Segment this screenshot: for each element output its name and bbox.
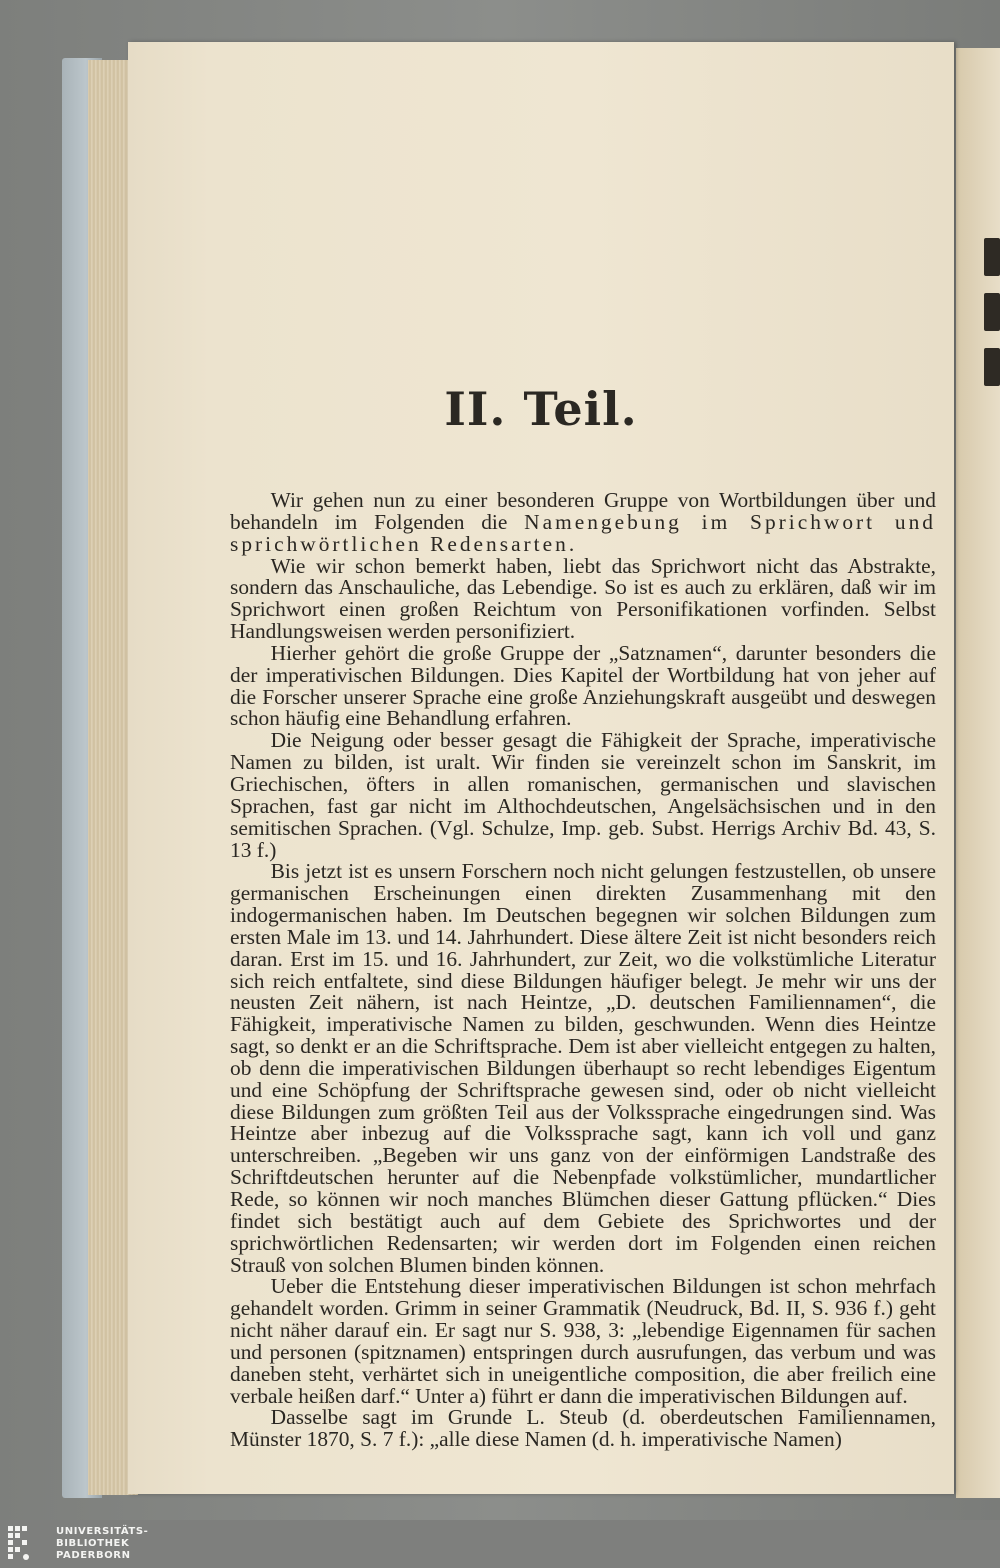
facing-page-glyph [984,238,1000,276]
text-run: Hierher gehört die große Gruppe der „Satznamen“, darunter besonders die der imperativischen Bildungen. Dies Kapitel der Wortbildung hat von jeher auf die Forscher unserer Sprache eine große Anziehungskraft ausgeübt und deswegen schon häufig eine Behandlung erfahren. [230,640,936,731]
facing-page-edge [956,48,1000,1498]
text-run: Ueber die Entstehung dieser imperativischen Bildungen ist schon mehrfach gehandelt worden. Grimm in seiner Grammatik (Neudruck, Bd. II, S. 936 f.) geht nicht näher darauf ein. Er sagt nur S. 938, 3: „lebendige Eigennamen für sachen und personen (spitznamen) entspringen durch ausrufungen, das verbum und was daneben steht, verhärtet sich in uneigentliche composition, die aber freilich eine verbale heißen darf.“ Unter a) führt er dann die imperativischen Bildungen auf. [230,1274,936,1408]
logo-text-line-1: UNIVERSITÄTS- [56,1526,149,1537]
logo-text-line-2: BIBLIOTHEK [56,1538,130,1549]
text-run: Dasselbe sagt im Grunde L. Steub (d. oberdeutschen Familiennamen, Münster 1870, S. 7 f.): „alle diese Namen (d. h. imperativische Namen) [230,1405,936,1452]
paragraph [230,1276,936,1407]
library-logo-icon [6,1524,50,1564]
facing-page-glyph [984,348,1000,386]
paragraph [230,553,936,644]
text-run: . [568,531,575,556]
logo-text-line-3: PADERBORN [56,1550,131,1561]
text-run: Wir gehen nun zu einer besonderen Gruppe von Wortbildungen über und behandeln im Folgenden die [230,488,936,534]
paragraph [230,1407,936,1451]
paragraph [230,490,936,556]
facing-page-glyph [984,293,1000,331]
paragraph [230,640,936,731]
text-run: Die Neigung oder besser gesagt die Fähigkeit der Sprache, imperativische Namen zu bilden, ist uralt. Wir finden sie vereinzelt schon im Sanskrit, im Griechischen, öfters in allen romanischen, germanischen und slavischen Sprachen, fast gar nicht im Althochdeutschen, Angelsächsischen und in den semitischen Sprachen. (Vgl. Schulze, Imp. geb. Subst. Herrigs Archiv Bd. 43, S. 13 f.) [230,728,936,862]
book-page [128,42,954,1494]
library-footer [0,1520,1000,1568]
text-run: Wie wir schon bemerkt haben, liebt das Sprichwort nicht das Abstrakte, sondern das Anschauliche, das Lebendige. So ist es auch zu erklären, daß wir im Sprichwort einen großen Reichtum von Personifikationen vorfinden. Selbst Handlungsweisen werden personifiziert. [230,553,936,644]
body-text [230,490,936,1451]
section-heading: II. Teil. [444,382,638,436]
spaced-emphasis: Namengebung im Sprichwort und sprichwörtlichen Redensarten [230,509,936,556]
paragraph [230,861,936,1276]
paragraph [230,730,936,861]
text-run: Bis jetzt ist es unsern Forschern noch nicht gelungen festzustellen, ob unsere germanischen Erscheinungen einen direkten Zusammenhang mit den indogermanischen haben. Im Deutschen begegnen wir solchen Bildungen zum ersten Male im 13. und 14. Jahrhundert. Diese ältere Zeit ist nicht besonders reich daran. Erst im 15. und 16. Jahrhundert, zur Zeit, wo die volkstümliche Literatur sich reich entfaltete, sind diese Bildungen häufiger belegt. Je mehr wir uns der neusten Zeit nähern, ist nach Heintze, „D. deutschen Familiennamen“, die Fähigkeit, imperativische Namen zu bilden, geschwunden. Wenn dies Heintze sagt, so denkt er an die Schriftsprache. Dem ist aber vielleicht entgegen zu halten, ob denn die imperativischen Bildungen überhaupt so recht lebendiges Eigentum und eine Schöpfung der Schriftsprache gewesen sind, oder ob nicht vielleicht diese Bildungen zum größten Teil aus der Volkssprache eingedrungen sind. Was Heintze aber inbezug auf die Volkssprache sagt, kann ich voll und ganz unterschreiben. „Begeben wir uns ganz von der einförmigen Landstraße des Schriftdeutschen herunter auf die Nebenpfade volkstümlicher, mundartlicher Rede, so können wir noch manches Blümchen dieser Gattung pflücken.“ Dies findet sich bestätigt auch auf dem Gebiete des Sprichwortes und der sprichwörtlichen Redensarten; wir werden dort im Folgenden einen reichen Strauß von solchen Blumen binden können. [230,859,936,1277]
